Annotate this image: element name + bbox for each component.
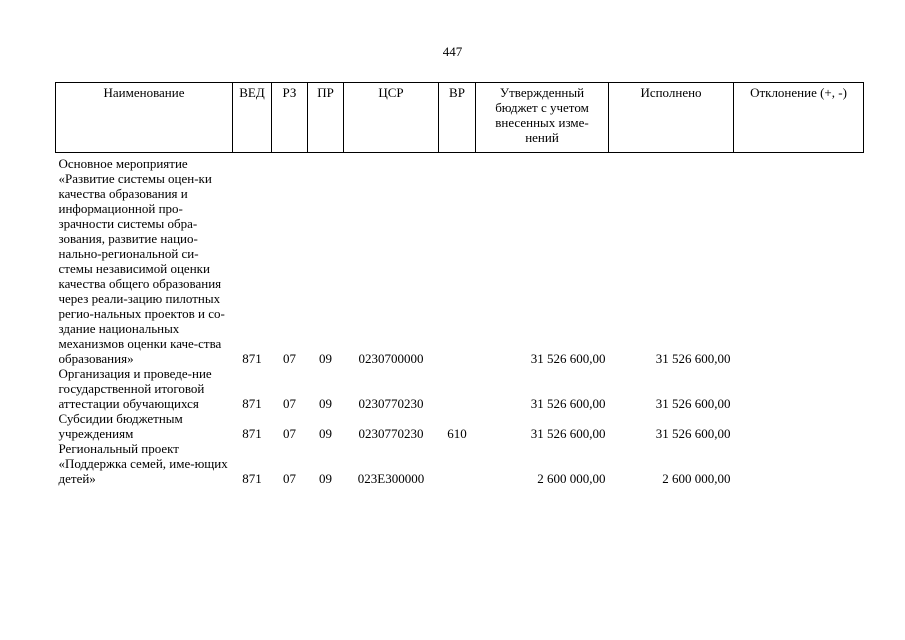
row-name: Организация и проведе-ние государственной итоговой аттестации обучающихся	[58, 366, 212, 411]
row-deviation	[734, 411, 864, 441]
header-vr: ВР	[439, 83, 476, 153]
budget-table	[55, 82, 864, 486]
row-pr: 09	[319, 351, 332, 366]
row-ved: 871	[242, 351, 262, 366]
table-row	[56, 366, 864, 411]
table-row	[56, 411, 864, 441]
row-rz: 07	[283, 471, 296, 486]
row-csr: 0230700000	[358, 351, 424, 366]
row-name: Региональный проект «Поддержка семей, име-ющих детей»	[58, 441, 228, 486]
row-rz: 07	[283, 396, 296, 411]
row-rz: 07	[283, 426, 296, 441]
row-approved: 31 526 600,00	[530, 351, 606, 366]
header-pr: ПР	[308, 83, 344, 153]
row-rz: 07	[283, 351, 296, 366]
header-deviation: Отклонение (+, -)	[734, 83, 864, 153]
header-executed: Исполнено	[609, 83, 734, 153]
row-vr	[439, 441, 476, 486]
table-row	[56, 441, 864, 486]
row-csr: 023E300000	[357, 471, 425, 486]
row-approved: 31 526 600,00	[530, 426, 606, 441]
row-vr	[439, 366, 476, 411]
table-header-row	[56, 83, 864, 153]
row-executed: 31 526 600,00	[655, 396, 731, 411]
row-deviation	[734, 366, 864, 411]
row-pr: 09	[319, 426, 332, 441]
table-row	[56, 153, 864, 367]
row-pr: 09	[319, 396, 332, 411]
header-approved: Утвержденный бюджет с учетом внесенных изме-нений	[476, 83, 609, 153]
row-pr: 09	[319, 471, 332, 486]
row-ved: 871	[242, 471, 262, 486]
header-rz: РЗ	[272, 83, 308, 153]
row-name: Основное мероприятие «Развитие системы оцен-ки качества образования и информационной про-зрачности системы обра-зования, развитие нацио-нально-региональной си-стемы независимой оценки качества общего образования через реали-зацию пилотных регио-нальных проектов и со-здание национальных механизмов оценки каче-ства образования»	[58, 156, 225, 366]
header-csr: ЦСР	[344, 83, 439, 153]
row-vr: 610	[447, 426, 467, 441]
header-name: Наименование	[56, 83, 233, 153]
row-deviation	[734, 441, 864, 486]
row-csr: 0230770230	[358, 396, 424, 411]
row-approved: 2 600 000,00	[537, 471, 606, 486]
header-ved: ВЕД	[233, 83, 272, 153]
row-executed: 2 600 000,00	[662, 471, 731, 486]
row-ved: 871	[242, 396, 262, 411]
row-deviation	[734, 153, 864, 367]
row-csr: 0230770230	[358, 426, 424, 441]
row-vr	[439, 153, 476, 367]
row-ved: 871	[242, 426, 262, 441]
page-number: 447	[442, 44, 463, 59]
row-approved: 31 526 600,00	[530, 396, 606, 411]
row-executed: 31 526 600,00	[655, 351, 731, 366]
row-name: Субсидии бюджетным учреждениям	[58, 411, 183, 441]
row-executed: 31 526 600,00	[655, 426, 731, 441]
